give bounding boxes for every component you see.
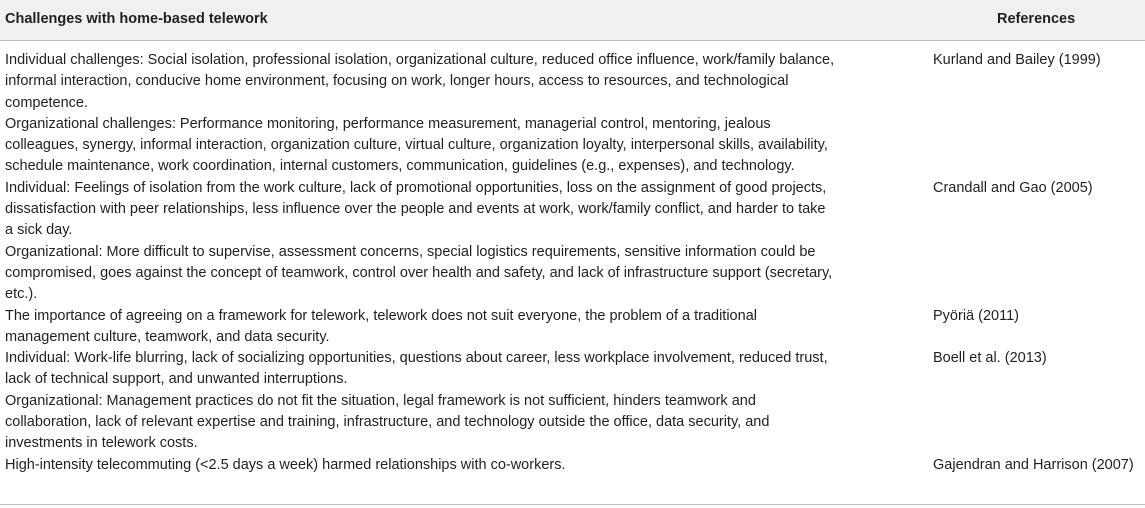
- column-header-references: References: [997, 11, 1076, 27]
- table-header-row: [0, 0, 1145, 41]
- table-row: [0, 242, 1145, 306]
- table-body: [0, 50, 1145, 476]
- table-row: [0, 306, 1145, 349]
- challenge-cell: High-intensity telecommuting (<2.5 days a week) harmed relationships with co-workers.: [5, 456, 566, 473]
- table-row: [0, 50, 1145, 114]
- reference-cell: Kurland and Bailey (1999): [933, 52, 1101, 68]
- table-row: [0, 455, 1145, 476]
- table-bottom-rule: [0, 504, 1145, 505]
- column-header-challenges: Challenges with home-based telework: [5, 11, 268, 27]
- challenge-cell: Individual challenges: Social isolation, professional isolation, organizational culture, reduced office influence, work/family balance, informal interaction, conducive home environment, focusing on work, longer hours, access to resources, and technological competence.: [5, 52, 835, 111]
- challenge-cell: Individual: Work-life blurring, lack of socializing opportunities, questions about career, less workplace involvement, reduced trust, lack of technical support, and unwanted interruptions.: [5, 350, 828, 388]
- table-row: [0, 114, 1145, 178]
- table-row: [0, 391, 1145, 455]
- reference-cell: Boell et al. (2013): [933, 350, 1047, 367]
- table-row: [0, 178, 1145, 242]
- challenge-cell: Organizational: More difficult to supervise, assessment concerns, special logistics requirements, sensitive information could be compromised, goes against the concept of teamwork, control over health and safety, and lack of infrastructure support (secretary, etc.).: [5, 243, 833, 303]
- challenge-cell: The importance of agreeing on a framework for telework, telework does not suit everyone, the problem of a traditional management culture, teamwork, and data security.: [5, 307, 757, 345]
- table-row: [0, 348, 1145, 391]
- challenge-cell: Organizational challenges: Performance monitoring, performance measurement, managerial control, mentoring, jealous colleagues, synergy, informal interaction, organization culture, virtual culture, organization loyalty, interpersonal skills, availability, schedule maintenance, work coordination, internal customers, communication, guidelines (e.g., expenses), and technology.: [5, 115, 828, 175]
- challenge-cell: Organizational: Management practices do not fit the situation, legal framework is not sufficient, hinders teamwork and collaboration, lack of relevant expertise and training, infrastructure, and technology outside the office, data security, and investments in telework costs.: [5, 392, 770, 452]
- reference-cell: Crandall and Gao (2005): [933, 179, 1093, 196]
- reference-cell: Gajendran and Harrison (2007): [933, 456, 1134, 473]
- reference-cell: Pyöriä (2011): [933, 307, 1019, 324]
- challenge-cell: Individual: Feelings of isolation from the work culture, lack of promotional opportunities, loss on the assignment of good projects, dissatisfaction with peer relationships, less influence over the people and events at work, work/family conflict, and harder to take a sick day.: [5, 179, 827, 239]
